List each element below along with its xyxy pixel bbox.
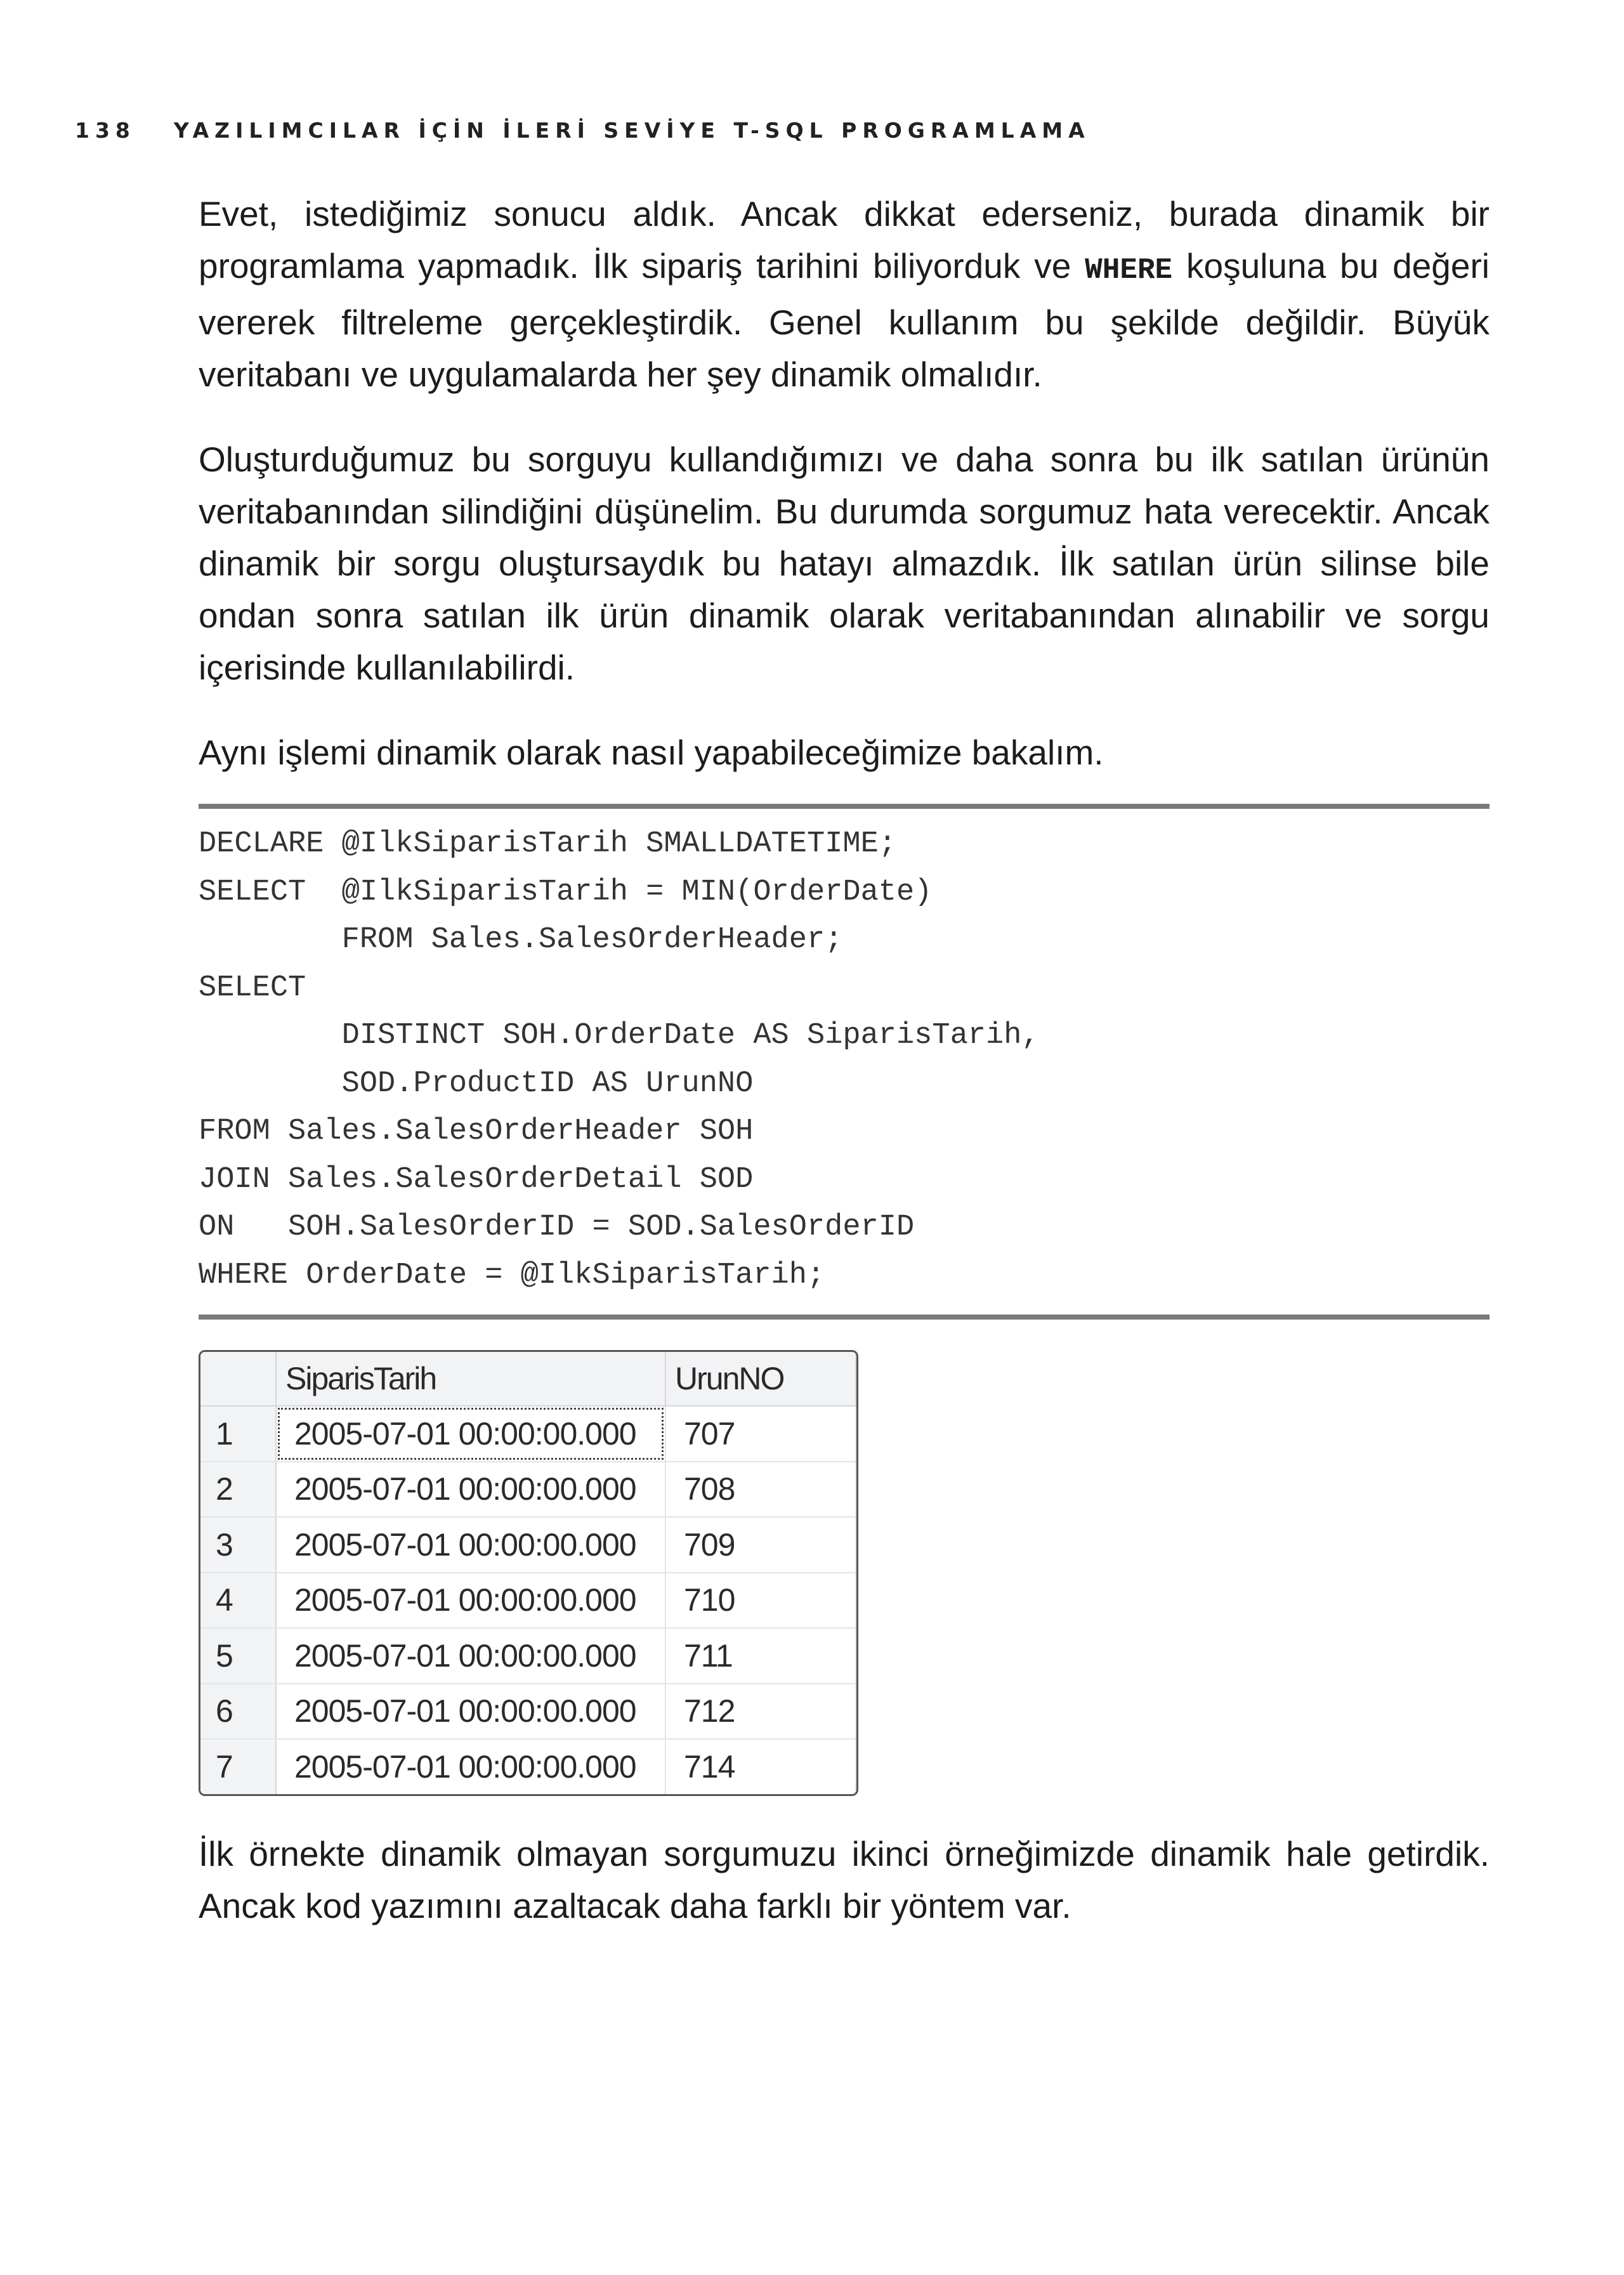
cell-siparistarih[interactable]: 2005-07-01 00:00:00.000 bbox=[276, 1628, 665, 1684]
page-number: 138 bbox=[75, 118, 136, 143]
cell-urunno[interactable]: 712 bbox=[665, 1684, 856, 1740]
row-number[interactable]: 2 bbox=[200, 1462, 276, 1518]
cell-urunno[interactable]: 709 bbox=[665, 1517, 856, 1573]
row-number-header[interactable] bbox=[200, 1352, 276, 1406]
cell-siparistarih[interactable]: 2005-07-01 00:00:00.000 bbox=[276, 1462, 665, 1518]
paragraph-intro-text-2: koşuluna bu değeri vererek filtreleme gerçekleştirdik. Genel kullanım bu şekilde değildir. Büyük veritabanı ve uygulamalarda her şey dinamik olmalıdır. bbox=[199, 246, 1490, 394]
row-number[interactable]: 5 bbox=[200, 1628, 276, 1684]
column-header-urunno[interactable]: UrunNO bbox=[665, 1352, 856, 1406]
code-line: WHERE OrderDate = @IlkSiparisTarih; bbox=[199, 1258, 825, 1292]
cell-urunno[interactable]: 710 bbox=[665, 1573, 856, 1629]
row-number[interactable]: 7 bbox=[200, 1739, 276, 1794]
row-number[interactable]: 3 bbox=[200, 1517, 276, 1573]
code-line: SELECT @IlkSiparisTarih = MIN(OrderDate) bbox=[199, 875, 933, 909]
results-grid bbox=[199, 1350, 858, 1796]
row-number[interactable]: 1 bbox=[200, 1406, 276, 1462]
cell-siparistarih[interactable]: 2005-07-01 00:00:00.000 bbox=[276, 1684, 665, 1740]
table-row bbox=[200, 1462, 856, 1518]
table-row bbox=[200, 1628, 856, 1684]
cell-urunno[interactable]: 711 bbox=[665, 1628, 856, 1684]
column-header-siparistarih[interactable]: SiparisTarih bbox=[276, 1352, 665, 1406]
cell-urunno[interactable]: 708 bbox=[665, 1462, 856, 1518]
cell-siparistarih[interactable]: 2005-07-01 00:00:00.000 bbox=[276, 1517, 665, 1573]
code-listing bbox=[199, 804, 1490, 1320]
paragraph-explanation: Oluşturduğumuz bu sorguyu kullandığımızı ve daha sonra bu ilk satılan ürünün veritabanından silindiğini düşünelim. Bu durumda sorgumuz hata verecektir. Ancak dinamik bir sorgu oluştursaydık bu hatayı almazdık. İlk satılan ürün silinse bile ondan sonra satılan ilk ürün dinamik olarak veritabanından alınabilir ve sorgu içerisinde kullanılabilirdi. bbox=[199, 440, 1490, 687]
inline-code-where: WHERE bbox=[1085, 254, 1173, 287]
row-number[interactable]: 6 bbox=[200, 1684, 276, 1740]
cell-siparistarih[interactable]: 2005-07-01 00:00:00.000 bbox=[276, 1406, 665, 1462]
running-header bbox=[75, 118, 1090, 143]
paragraph-conclusion: İlk örnekte dinamik olmayan sorgumuzu ikinci örneğimizde dinamik hale getirdik. Ancak kod yazımını azaltacak daha farklı bir yöntem var. bbox=[199, 1833, 1490, 1925]
code-line: JOIN Sales.SalesOrderDetail SOD bbox=[199, 1162, 754, 1197]
table-row bbox=[200, 1684, 856, 1740]
code-line: FROM Sales.SalesOrderHeader; bbox=[199, 923, 843, 957]
cell-siparistarih[interactable]: 2005-07-01 00:00:00.000 bbox=[276, 1739, 665, 1794]
row-number[interactable]: 4 bbox=[200, 1573, 276, 1629]
results-header-row bbox=[200, 1352, 856, 1406]
page-content bbox=[199, 188, 1490, 1932]
cell-siparistarih[interactable]: 2005-07-01 00:00:00.000 bbox=[276, 1573, 665, 1629]
paragraph-intro-text-1: Evet, istediğimiz sonucu aldık. Ancak dikkat ederseniz, burada dinamik bir programlama yapmadık. İlk sipariş tarihini biliyorduk ve bbox=[199, 194, 1490, 285]
paragraph-lead-in: Aynı işlemi dinamik olarak nasıl yapabileceğimize bakalım. bbox=[199, 733, 1104, 772]
table-row bbox=[200, 1573, 856, 1629]
code-line: SELECT bbox=[199, 971, 306, 1005]
book-title: YAZILIMCILAR İÇİN İLERİ SEVİYE T-SQL PROGRAMLAMA bbox=[173, 118, 1090, 143]
results-table bbox=[200, 1352, 856, 1794]
code-line: SOD.ProductID AS UrunNO bbox=[199, 1066, 754, 1101]
table-row bbox=[200, 1517, 856, 1573]
code-line: DISTINCT SOH.OrderDate AS SiparisTarih, bbox=[199, 1019, 1040, 1052]
cell-urunno[interactable]: 707 bbox=[665, 1406, 856, 1462]
code-line: DECLARE @IlkSiparisTarih SMALLDATETIME; bbox=[199, 827, 896, 861]
cell-urunno[interactable]: 714 bbox=[665, 1739, 856, 1794]
paragraph-intro bbox=[199, 188, 1490, 400]
code-line: FROM Sales.SalesOrderHeader SOH bbox=[199, 1115, 754, 1148]
code-line: ON SOH.SalesOrderID = SOD.SalesOrderID bbox=[199, 1210, 915, 1244]
table-row bbox=[200, 1739, 856, 1794]
table-row bbox=[200, 1406, 856, 1462]
